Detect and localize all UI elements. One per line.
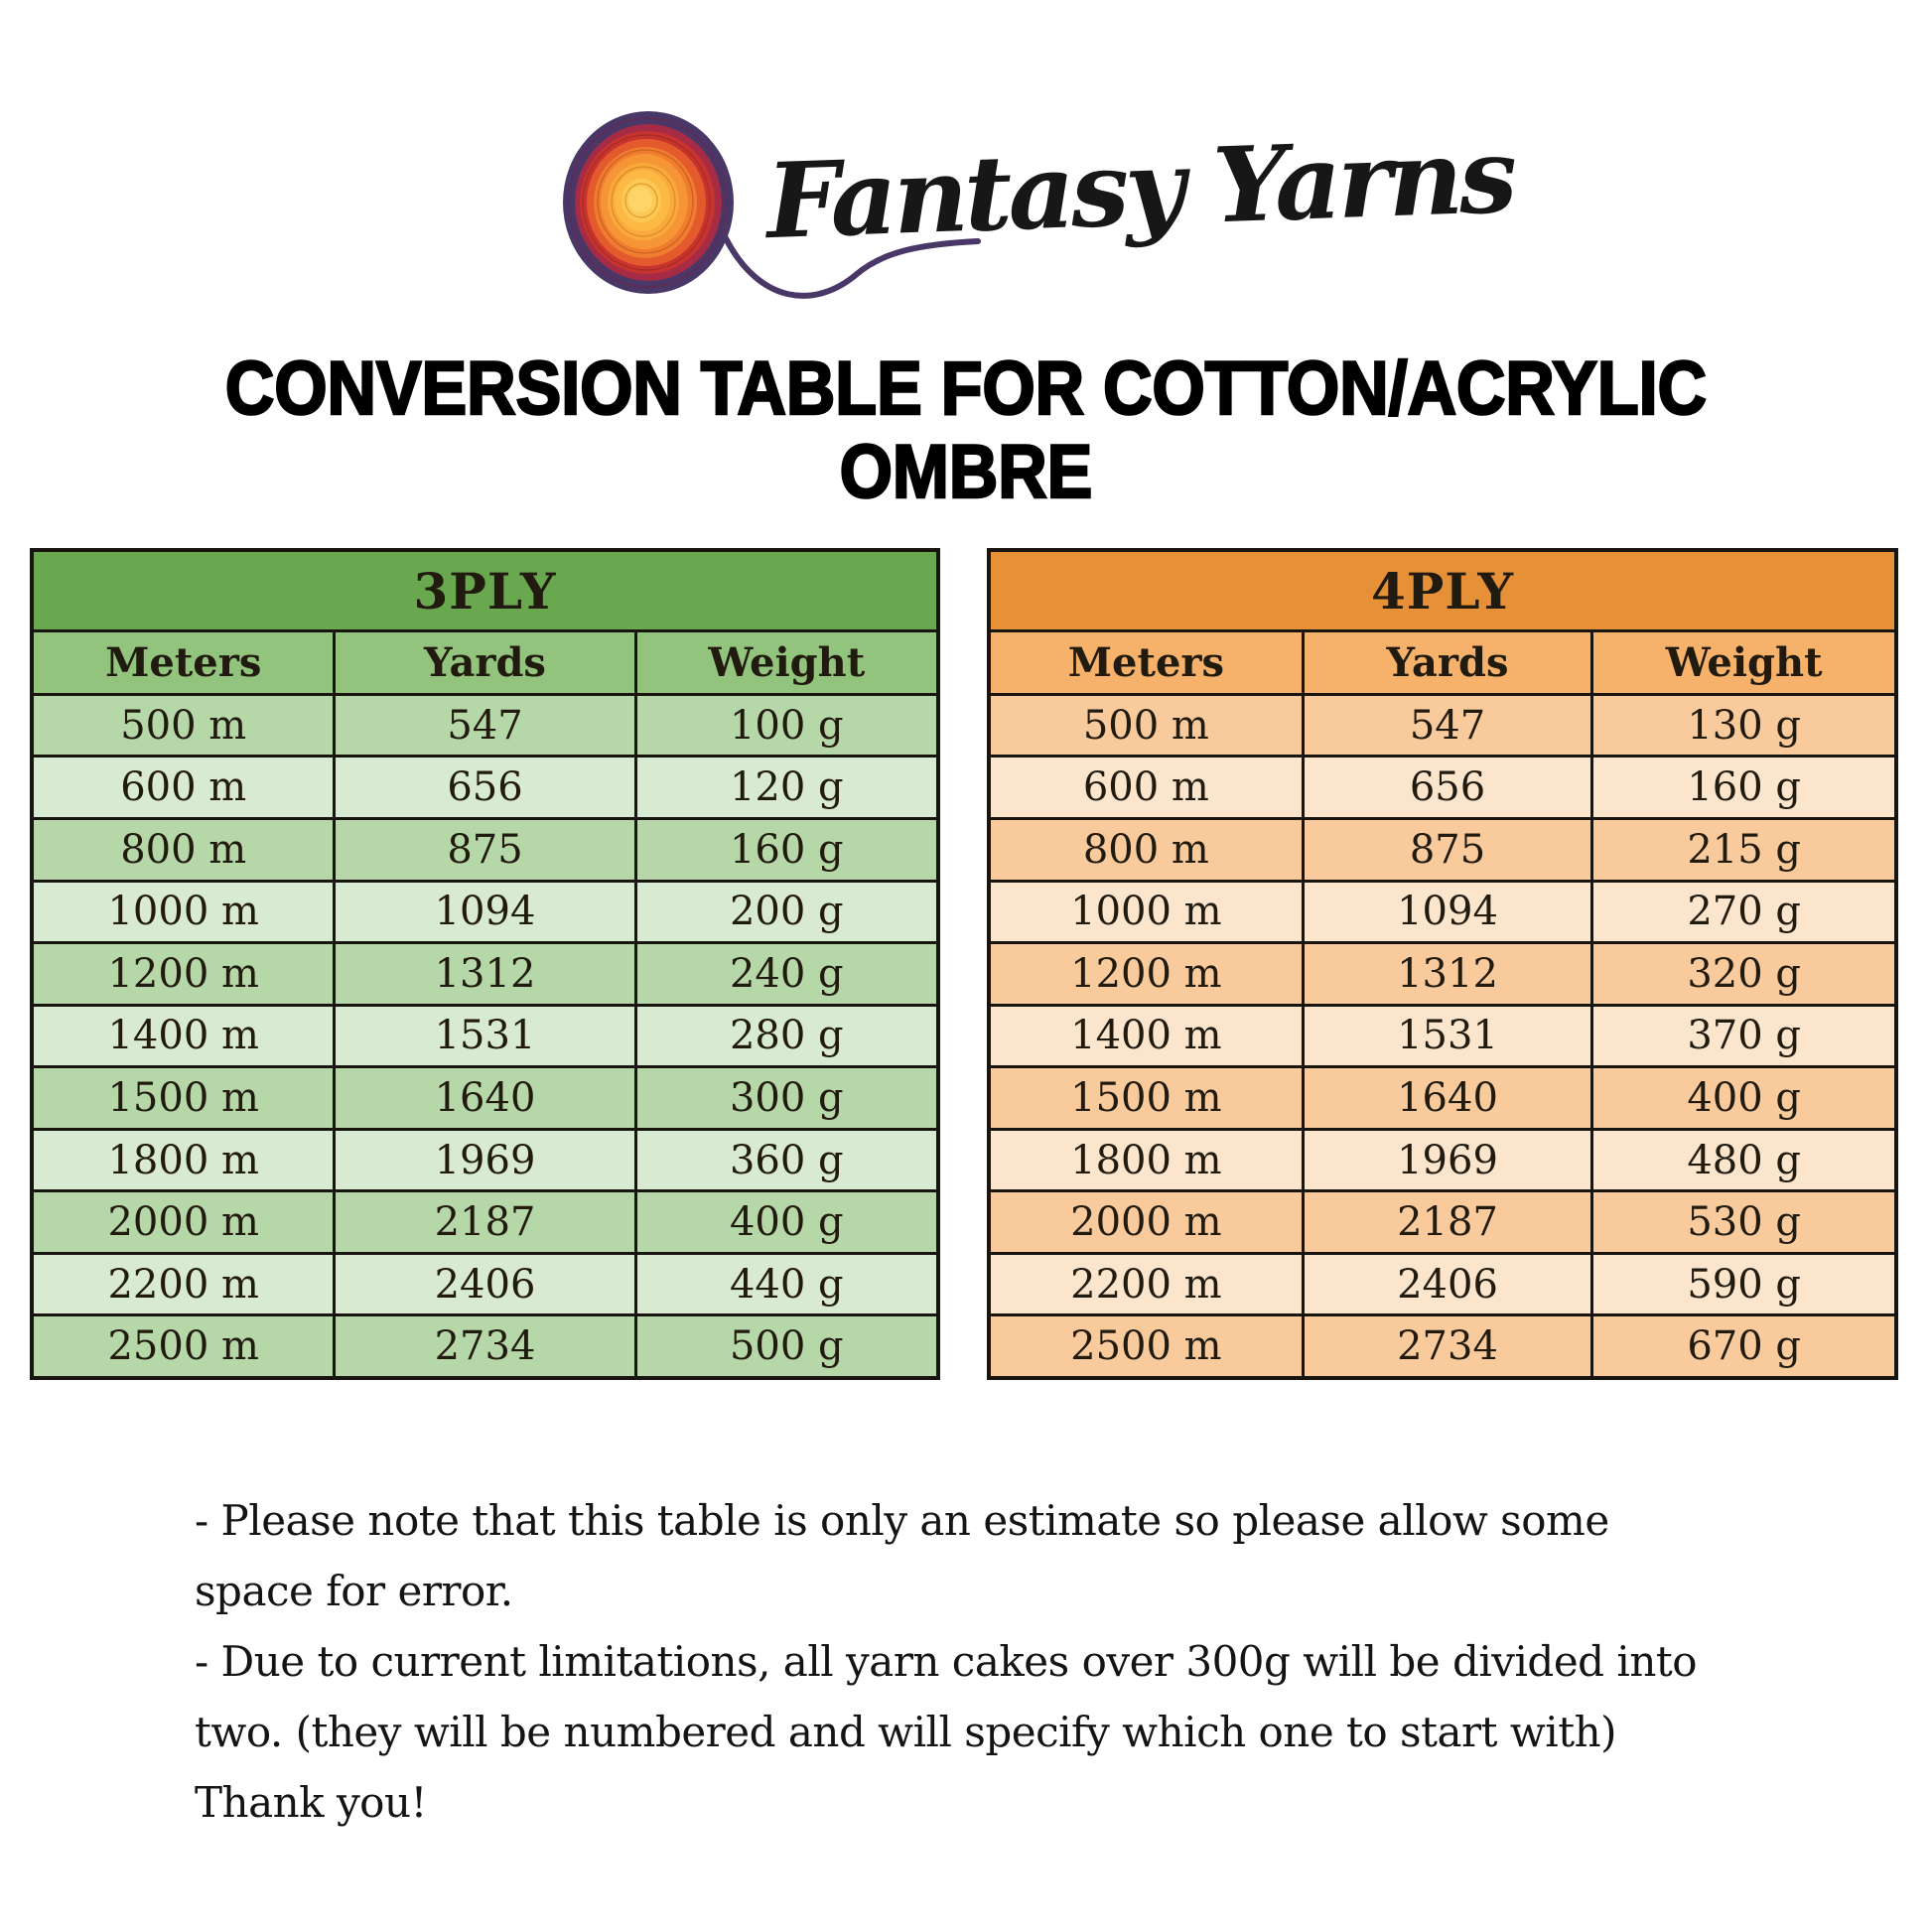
table-cell: 280 g bbox=[635, 1005, 938, 1067]
table-row bbox=[989, 943, 1896, 1006]
table-cell: 500 m bbox=[989, 694, 1303, 757]
table-cell: 875 bbox=[1303, 819, 1592, 882]
table-cell: 1500 m bbox=[989, 1067, 1303, 1130]
table-cell: 670 g bbox=[1592, 1315, 1896, 1378]
table-4ply bbox=[987, 548, 1898, 1380]
table-cell: 1969 bbox=[1303, 1129, 1592, 1191]
table-row bbox=[32, 943, 938, 1006]
column-header-row bbox=[32, 631, 938, 695]
table-cell: 500 g bbox=[635, 1315, 938, 1378]
brand-name: Fantasy Yarns bbox=[764, 113, 1516, 263]
table-cell: 2200 m bbox=[989, 1253, 1303, 1315]
table-cell: 1312 bbox=[1303, 943, 1592, 1006]
table-cell: 2406 bbox=[335, 1253, 635, 1315]
table-row bbox=[989, 819, 1896, 882]
table-cell: 2000 m bbox=[989, 1191, 1303, 1254]
table-row bbox=[32, 1129, 938, 1191]
table-cell: 2406 bbox=[1303, 1253, 1592, 1315]
note-line: - Please note that this table is only an estimate so please allow some bbox=[195, 1496, 1609, 1545]
table-row bbox=[32, 1005, 938, 1067]
note-line: - Due to current limitations, all yarn cakes over 300g will be divided into bbox=[195, 1637, 1698, 1686]
table-cell: 270 g bbox=[1592, 881, 1896, 943]
table-cell: 1800 m bbox=[989, 1129, 1303, 1191]
table-cell: 600 m bbox=[32, 757, 335, 819]
table-cell: 2500 m bbox=[989, 1315, 1303, 1378]
table-cell: 200 g bbox=[635, 881, 938, 943]
table-row bbox=[32, 819, 938, 882]
table-cell: 1969 bbox=[335, 1129, 635, 1191]
table-cell: 370 g bbox=[1592, 1005, 1896, 1067]
table-row bbox=[32, 1067, 938, 1130]
table-cell: 1400 m bbox=[32, 1005, 335, 1067]
table-cell: 600 m bbox=[989, 757, 1303, 819]
table-cell: 160 g bbox=[635, 819, 938, 882]
table-cell: 2000 m bbox=[32, 1191, 335, 1254]
table-cell: 1640 bbox=[1303, 1067, 1592, 1130]
table-row bbox=[989, 694, 1896, 757]
table-cell: 1531 bbox=[335, 1005, 635, 1067]
table-cell: 1200 m bbox=[32, 943, 335, 1006]
column-header: Weight bbox=[1592, 631, 1896, 695]
table-cell: 400 g bbox=[635, 1191, 938, 1254]
table-cell: 1094 bbox=[1303, 881, 1592, 943]
table-row bbox=[989, 1067, 1896, 1130]
table-cell: 656 bbox=[1303, 757, 1592, 819]
table-cell: 400 g bbox=[1592, 1067, 1896, 1130]
table-cell: 1500 m bbox=[32, 1067, 335, 1130]
table-cell: 2734 bbox=[1303, 1315, 1592, 1378]
table-cell: 500 m bbox=[32, 694, 335, 757]
table-cell: 800 m bbox=[32, 819, 335, 882]
note-line: Thank you! bbox=[195, 1778, 427, 1827]
table-cell: 1400 m bbox=[989, 1005, 1303, 1067]
column-header: Weight bbox=[635, 631, 938, 695]
table-cell: 320 g bbox=[1592, 943, 1896, 1006]
table-cell: 100 g bbox=[635, 694, 938, 757]
table-cell: 875 bbox=[335, 819, 635, 882]
table-cell: 2200 m bbox=[32, 1253, 335, 1315]
table-cell: 360 g bbox=[635, 1129, 938, 1191]
page-title bbox=[96, 347, 1835, 514]
table-cell: 215 g bbox=[1592, 819, 1896, 882]
table-row bbox=[989, 1253, 1896, 1315]
table-row bbox=[989, 1191, 1896, 1254]
table-cell: 2187 bbox=[335, 1191, 635, 1254]
table-cell: 1200 m bbox=[989, 943, 1303, 1006]
column-header: Yards bbox=[1303, 631, 1592, 695]
table-cell: 590 g bbox=[1592, 1253, 1896, 1315]
column-header: Yards bbox=[335, 631, 635, 695]
table-cell: 547 bbox=[1303, 694, 1592, 757]
table-cell: 1800 m bbox=[32, 1129, 335, 1191]
table-cell: 440 g bbox=[635, 1253, 938, 1315]
table-cell: 2500 m bbox=[32, 1315, 335, 1378]
table-row bbox=[989, 881, 1896, 943]
table-row bbox=[32, 881, 938, 943]
table-3ply bbox=[30, 548, 940, 1380]
column-header: Meters bbox=[32, 631, 335, 695]
table-cell: 547 bbox=[335, 694, 635, 757]
table-row bbox=[989, 1129, 1896, 1191]
note-line: two. (they will be numbered and will specify which one to start with) bbox=[195, 1708, 1617, 1756]
table-cell: 160 g bbox=[1592, 757, 1896, 819]
table-title-row bbox=[32, 550, 938, 631]
table-row bbox=[32, 1253, 938, 1315]
table-row bbox=[989, 757, 1896, 819]
table-row bbox=[32, 1315, 938, 1378]
table-row bbox=[989, 1315, 1896, 1378]
column-header-row bbox=[989, 631, 1896, 695]
table-cell: 2734 bbox=[335, 1315, 635, 1378]
table-cell: 1000 m bbox=[989, 881, 1303, 943]
table-cell: 2187 bbox=[1303, 1191, 1592, 1254]
table-row bbox=[32, 757, 938, 819]
column-header: Meters bbox=[989, 631, 1303, 695]
table-row bbox=[32, 694, 938, 757]
table-cell: 1640 bbox=[335, 1067, 635, 1130]
table-cell: 120 g bbox=[635, 757, 938, 819]
table-cell: 1312 bbox=[335, 943, 635, 1006]
table-cell: 1000 m bbox=[32, 881, 335, 943]
table-cell: 130 g bbox=[1592, 694, 1896, 757]
table-title: 4PLY bbox=[989, 550, 1896, 631]
note-line: space for error. bbox=[195, 1567, 513, 1615]
table-title: 3PLY bbox=[32, 550, 938, 631]
table-row bbox=[989, 1005, 1896, 1067]
page-title-line2: OMBRE bbox=[839, 430, 1093, 514]
table-cell: 530 g bbox=[1592, 1191, 1896, 1254]
table-cell: 300 g bbox=[635, 1067, 938, 1130]
table-cell: 656 bbox=[335, 757, 635, 819]
table-cell: 800 m bbox=[989, 819, 1303, 882]
table-cell: 480 g bbox=[1592, 1129, 1896, 1191]
notes bbox=[195, 1485, 1803, 1838]
table-cell: 240 g bbox=[635, 943, 938, 1006]
page-title-line1: CONVERSION TABLE FOR COTTON/ACRYLIC bbox=[224, 346, 1708, 431]
brand-logo bbox=[0, 0, 1932, 328]
table-title-row bbox=[989, 550, 1896, 631]
table-cell: 1094 bbox=[335, 881, 635, 943]
table-row bbox=[32, 1191, 938, 1254]
table-cell: 1531 bbox=[1303, 1005, 1592, 1067]
